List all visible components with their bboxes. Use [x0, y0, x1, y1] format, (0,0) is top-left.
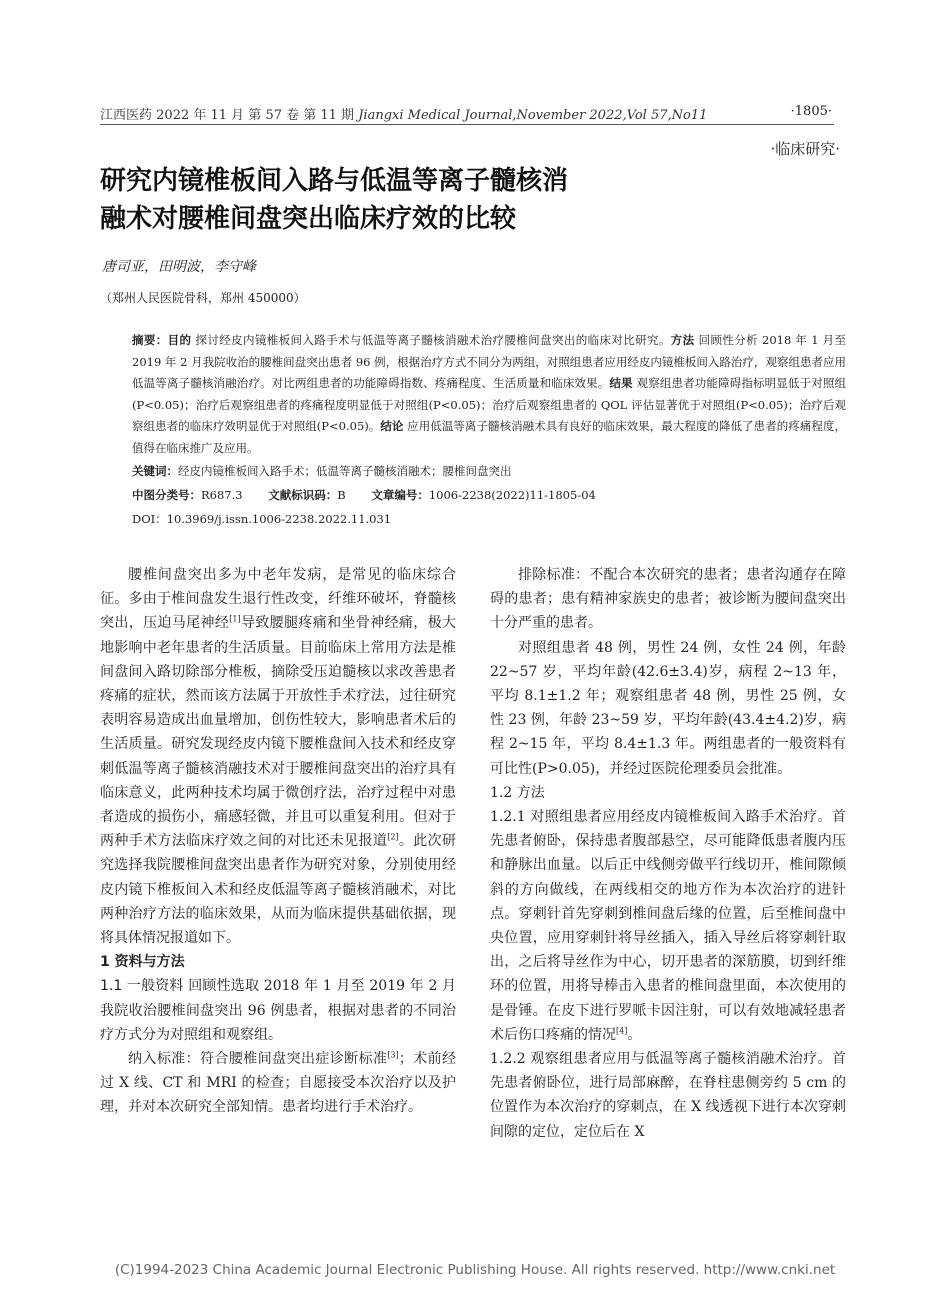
intro-text-2: 导致腰腿疼痛和坐骨神经痛，极大地影响中老年患者的生活质量。目前临床上常用方法是椎间盘间入路切除部分椎板，摘除受压迫髓核以求改善患者疼痛的症状，然而该方法属于开放性手术疗法，过往研究表明容易造成出血量增加，创伤性较大，影响患者术后的生活质量。研究发现经皮内镜下腰椎盘间入技术和经皮穿刺低温等离子髓核消融技术对于腰椎间盘突出的治疗具有临床意义，此两种技术均属于微创疗法，治疗过程中对患者造成的损伤小，痛感轻微，并且可以重复利用。但对于两种手术方法临床疗效之间的对比还未见报道 — [100, 615, 457, 850]
article-title — [100, 162, 568, 238]
exclusion-criteria: 排除标准：不配合本次研究的患者；患者沟通存在障碍的患者；患有精神家族史的患者；被诊断为腰间盘突出十分严重的患者。 — [490, 567, 846, 632]
citation-3[interactable]: [3] — [387, 1050, 399, 1060]
general-data-text: 回顾性选取 2018 年 1 月至 2019 年 2 月我院收治腰椎间盘突出 96 例患者，根据对患者的不同治疗方式分为对照组和观察组。 — [100, 978, 457, 1043]
doc-code-value: B — [337, 488, 346, 502]
clc-label: 中图分类号： — [132, 488, 201, 502]
conclusion-label: 结论 — [380, 419, 404, 433]
running-head — [100, 104, 707, 123]
journal-name-en: Jiangxi Medical Journal,November 2022,Vol 57,No11 — [358, 108, 708, 123]
page-number: ·1805· — [790, 104, 832, 119]
control-method-end: 。 — [627, 1026, 642, 1043]
abstract — [132, 330, 846, 459]
intro-text-3: 。此次研究选择我院腰椎间盘突出患者作为研究对象，分别使用经皮内镜下椎板间入术和经皮低温等离子髓核消融术，对比两种治疗方法的临床效果，从而为临床提供基础依据，现将具体情况报道如下。 — [100, 833, 457, 947]
inclusion-text-2: ；术前经过 X 线、CT 和 MRI 的检查；自愿接受本次治疗以及护理，并对本次研究全部知情。患者均进行手术治疗。 — [100, 1051, 457, 1116]
affiliation: （郑州人民医院骨科，郑州 450000） — [100, 291, 306, 305]
control-method-text: 1.2.1 对照组患者应用经皮内镜椎板间入路手术治疗。首先患者俯卧，保持患者腹部悬空，尽可能降低患者腹内压和静脉出血量。以后正中线侧旁做平行线切开，椎间隙倾斜的方向做线，在两线相交的地方作为本次治疗的进针点。穿刺针首先穿刺到椎间盘后缘的位置，后至椎间盘中央位置，应用穿刺针将导丝插入，插入导丝后将穿刺针取出，之后将导丝作为中心，切开患者的深筋膜，切到纤维环的位置，用将导棒击入患者的椎间盘里面，本次使用的是骨锤。在皮下进行罗哌卡因注射，可以有效地减轻患者术后伤口疼痛的情况 — [490, 809, 846, 1043]
objective-text: 探讨经皮内镜椎板间入路手术与低温等离子髓核消融术治疗腰椎间盘突出的临床对比研究。 — [191, 333, 671, 347]
right-column — [490, 563, 846, 1144]
inclusion-text-1: 纳入标准：符合腰椎间盘突出症诊断标准 — [128, 1051, 388, 1068]
keywords-text: 经皮内镜椎板间入路手术；低温等离子髓核消融术；腰椎间盘突出 — [178, 464, 512, 478]
method-label: 方法 — [670, 333, 695, 347]
control-method-paragraph — [490, 805, 846, 1047]
citation-4[interactable]: [4] — [616, 1026, 628, 1036]
article-number-value: 1006-2238(2022)11-1805-04 — [428, 488, 596, 502]
objective-label: 目的 — [167, 333, 192, 347]
header-rule — [100, 124, 834, 125]
method-text: 回顾性分析 2018 年 1 月至 2019 年 2 月我院收治的腰椎间盘突出患者 96 例，根据治疗方式不同分为两组，对照组患者应用经皮内镜椎板间入路治疗，观察组患者应用低温等离子髓核消融治疗。对比两组患者的功能障碍指数、疼痛程度、生活质量和临床效果。 — [132, 333, 847, 390]
heading-materials-methods: 1 资料与方法 — [100, 954, 185, 971]
inclusion-criteria — [100, 1047, 456, 1120]
doc-code-label: 文献标识码： — [268, 488, 338, 502]
intro-paragraph — [100, 563, 456, 950]
intro-text-1: 腰椎间盘突出多为中老年发病，是常见的临床综合征。多由于椎间盘发生退行性改变，纤维环破坏，脊髓核突出，压迫马尾神经 — [100, 567, 456, 632]
conclusion-text: 应用低温等离子髓核消融术具有良好的临床效果，最大程度的降低了患者的疼痛程度，值得在临床推广及应用。 — [132, 419, 847, 455]
clc-value: R687.3 — [201, 488, 243, 502]
section-label: ·临床研究· — [770, 140, 840, 158]
left-column — [100, 563, 456, 1120]
issue-info: 2022 年 11 月 第 57 卷 第 11 期 — [156, 108, 355, 123]
result-label: 结果 — [609, 376, 633, 390]
citation-1[interactable]: [1] — [229, 614, 241, 624]
title-line-1: 研究内镜椎板间入路与低温等离子髓核消 — [100, 166, 569, 196]
abstract-label: 摘要： — [132, 333, 168, 347]
classification — [132, 487, 596, 503]
authors: 唐司亚，田明波，李守峰 — [102, 259, 256, 275]
keywords — [132, 463, 512, 479]
article-number-label: 文章编号： — [371, 488, 429, 502]
result-text: 观察组患者功能障碍指标明显低于对照组(P<0.05)；治疗后观察组患者的疼痛程度明显低于对照组(P<0.05)；治疗后观察组患者的 QOL 评估显著优于对照组(P<0.05)；治疗后观察组患者的临床疗效明显优于对照组(P<0.05)。 — [132, 376, 847, 433]
title-line-2: 融术对腰椎间盘突出临床疗效的比较 — [100, 204, 517, 234]
doi: DOI：10.3969/j.issn.1006-2238.2022.11.031 — [132, 512, 392, 526]
groups-paragraph: 对照组患者 48 例，男性 24 例，女性 24 例，年龄 22~57 岁，平均年龄(42.6±3.4)岁，病程 2~13 年，平均 8.1±1.2 年；观察组患者 48 例，男性 25 例，女性 23 例，年龄 23~59 岁，平均年龄(43.4±4.2)岁，病程 2~15 年，平均 8.4±1.3 年。两组患者的一般资料有可比性(P>0.05)，并经过医院伦理委员会批准。 — [490, 639, 846, 777]
journal-name-cn: 江西医药 — [100, 108, 153, 123]
general-data-paragraph — [100, 974, 456, 1047]
citation-2[interactable]: [2] — [387, 832, 399, 842]
methods-heading: 1.2 方法 — [490, 784, 545, 801]
observation-method-paragraph: 1.2.2 观察组患者应用与低温等离子髓核消融术治疗。首先患者俯卧位，进行局部麻醉，在脊柱患侧旁约 5 cm 的位置作为本次治疗的穿刺点，在 X 线透视下进行本次穿刺间隙的定位，定位后在 X — [490, 1051, 846, 1140]
general-data-label: 1.1 一般资料 — [100, 978, 184, 995]
copyright-footer: (C)1994-2023 China Academic Journal Electronic Publishing House. All rights reserved. http://www.cnki.net — [114, 1262, 836, 1278]
keywords-label: 关键词： — [132, 464, 178, 478]
